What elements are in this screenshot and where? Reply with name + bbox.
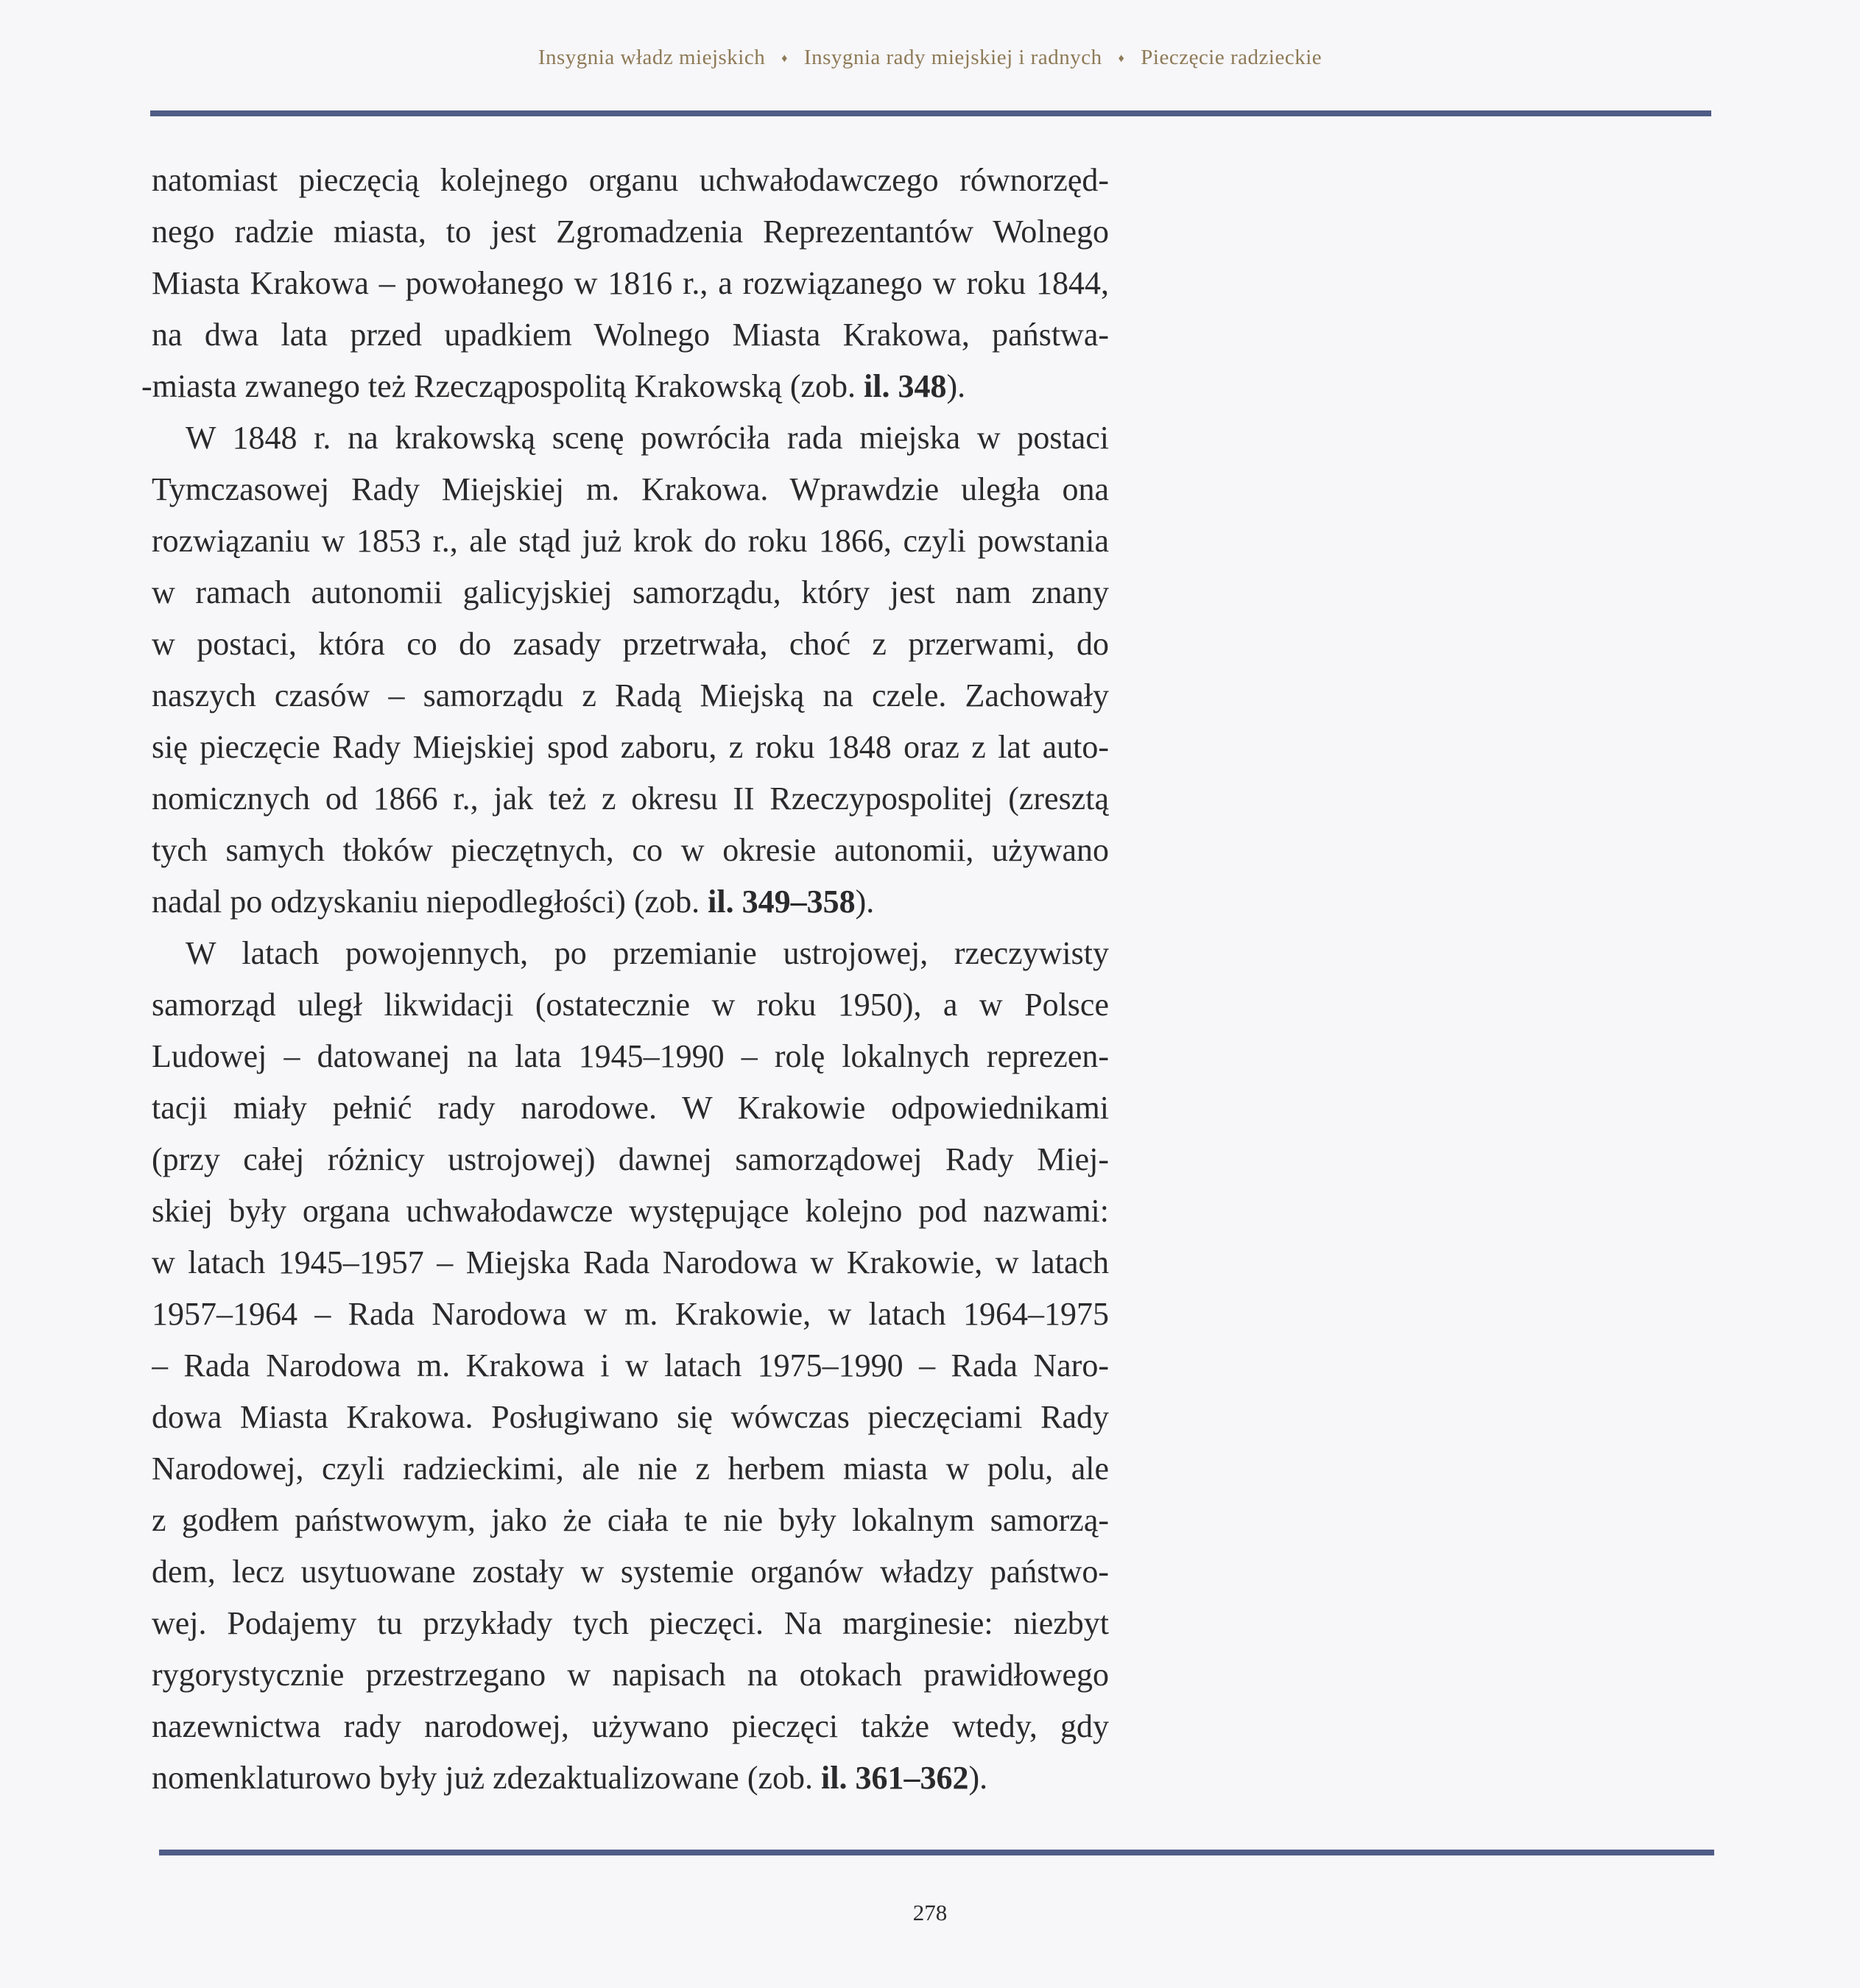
diamond-separator-icon: ♦ bbox=[1118, 52, 1125, 66]
text-fragment: ). bbox=[855, 884, 875, 920]
text-line: nomicznych od 1866 r., jak też z okresu II Rzeczypospolitej (zresztą bbox=[152, 780, 1109, 817]
illustration-reference: il. 349–358 bbox=[708, 884, 856, 920]
text-line: tacji miały pełnić rady narodowe. W Krakowie odpowiednikami bbox=[152, 1090, 1109, 1126]
paragraph-first-line: W latach powojennych, po przemianie ustrojowej, rzeczywisty bbox=[186, 935, 1109, 971]
text-line: skiej były organa uchwałodawcze występujące kolejno pod nazwami: bbox=[152, 1193, 1109, 1229]
header-rule bbox=[150, 110, 1711, 116]
paragraph-first-line: W 1848 r. na krakowską scenę powróciła rada miejska w postaci bbox=[186, 420, 1109, 456]
text-line: wej. Podajemy tu przykłady tych pieczęci. Na marginesie: niezbyt bbox=[152, 1605, 1109, 1641]
text-line: się pieczęcie Rady Miejskiej spod zaboru, z roku 1848 oraz z lat auto- bbox=[152, 729, 1109, 765]
text-line: (przy całej różnicy ustrojowej) dawnej samorządowej Rady Miej- bbox=[152, 1141, 1109, 1177]
text-fragment: ). bbox=[946, 368, 966, 404]
text-line: Ludowej – datowanej na lata 1945–1990 – rolę lokalnych reprezen- bbox=[152, 1038, 1109, 1074]
running-header bbox=[0, 46, 1860, 70]
text-line: nego radzie miasta, to jest Zgromadzenia Reprezentantów Wolnego bbox=[152, 214, 1109, 250]
text-line: Narodowej, czyli radzieckimi, ale nie z herbem miasta w polu, ale bbox=[152, 1451, 1109, 1487]
page-number: 278 bbox=[912, 1900, 948, 1925]
footer-rule bbox=[159, 1850, 1714, 1855]
text-line-ref-361-362 bbox=[152, 1752, 1109, 1804]
text-line: 1957–1964 – Rada Narodowa w m. Krakowie, w latach 1964–1975 bbox=[152, 1296, 1109, 1332]
text-line: rygorystycznie przestrzegano w napisach na otokach prawidłowego bbox=[152, 1657, 1109, 1693]
text-line: Tymczasowej Rady Miejskiej m. Krakowa. Wprawdzie uległa ona bbox=[152, 471, 1109, 507]
text-line: w ramach autonomii galicyjskiej samorządu, który jest nam znany bbox=[152, 574, 1109, 610]
text-fragment: ). bbox=[968, 1760, 988, 1796]
header-section-insygnia-wladz: Insygnia władz miejskich bbox=[538, 46, 766, 69]
text-line: dowa Miasta Krakowa. Posługiwano się wówczas pieczęciami Rady bbox=[152, 1399, 1109, 1435]
text-line: rozwiązaniu w 1853 r., ale stąd już krok do roku 1866, czyli powstania bbox=[152, 523, 1109, 559]
text-line: z godłem państwowym, jako że ciała te nie były lokalnym samorzą- bbox=[152, 1502, 1109, 1538]
text-line: w postaci, która co do zasady przetrwała, choć z przerwami, do bbox=[152, 626, 1109, 662]
text-fragment: -miasta zwanego też Rzecząpospolitą Krakowską (zob. bbox=[141, 368, 864, 404]
text-line: naszych czasów – samorządu z Radą Miejską na czele. Zachowały bbox=[152, 677, 1109, 713]
text-fragment: nomenklaturowo były już zdezaktualizowane (zob. bbox=[152, 1760, 822, 1796]
text-line: Miasta Krakowa – powołanego w 1816 r., a rozwiązanego w roku 1844, bbox=[152, 265, 1109, 301]
header-section-insygnia-rady: Insygnia rady miejskiej i radnych bbox=[803, 46, 1102, 69]
text-line: dem, lecz usytuowane zostały w systemie organów władzy państwo- bbox=[152, 1554, 1109, 1590]
illustration-reference: il. 348 bbox=[864, 368, 947, 404]
text-line: tych samych tłoków pieczętnych, co w okresie autonomii, używano bbox=[152, 832, 1109, 868]
text-line: – Rada Narodowa m. Krakowa i w latach 1975–1990 – Rada Naro- bbox=[152, 1347, 1109, 1384]
text-line-ref-348 bbox=[141, 361, 1109, 412]
text-fragment: nadal po odzyskaniu niepodległości) (zob. bbox=[152, 884, 708, 920]
header-section-pieczecie: Pieczęcie radzieckie bbox=[1141, 46, 1322, 69]
text-line: na dwa lata przed upadkiem Wolnego Miasta Krakowa, państwa- bbox=[152, 317, 1109, 353]
illustration-reference: il. 361–362 bbox=[821, 1760, 969, 1796]
diamond-separator-icon: ♦ bbox=[781, 52, 788, 66]
text-line: natomiast pieczęcią kolejnego organu uchwałodawczego równorzęd- bbox=[152, 162, 1109, 198]
body-text bbox=[141, 155, 1109, 1804]
text-line: w latach 1945–1957 – Miejska Rada Narodowa w Krakowie, w latach bbox=[152, 1244, 1109, 1280]
text-line: samorząd uległ likwidacji (ostatecznie w roku 1950), a w Polsce bbox=[152, 987, 1109, 1023]
text-line-ref-349-358 bbox=[152, 876, 1109, 928]
text-line: nazewnictwa rady narodowej, używano pieczęci także wtedy, gdy bbox=[152, 1708, 1109, 1744]
